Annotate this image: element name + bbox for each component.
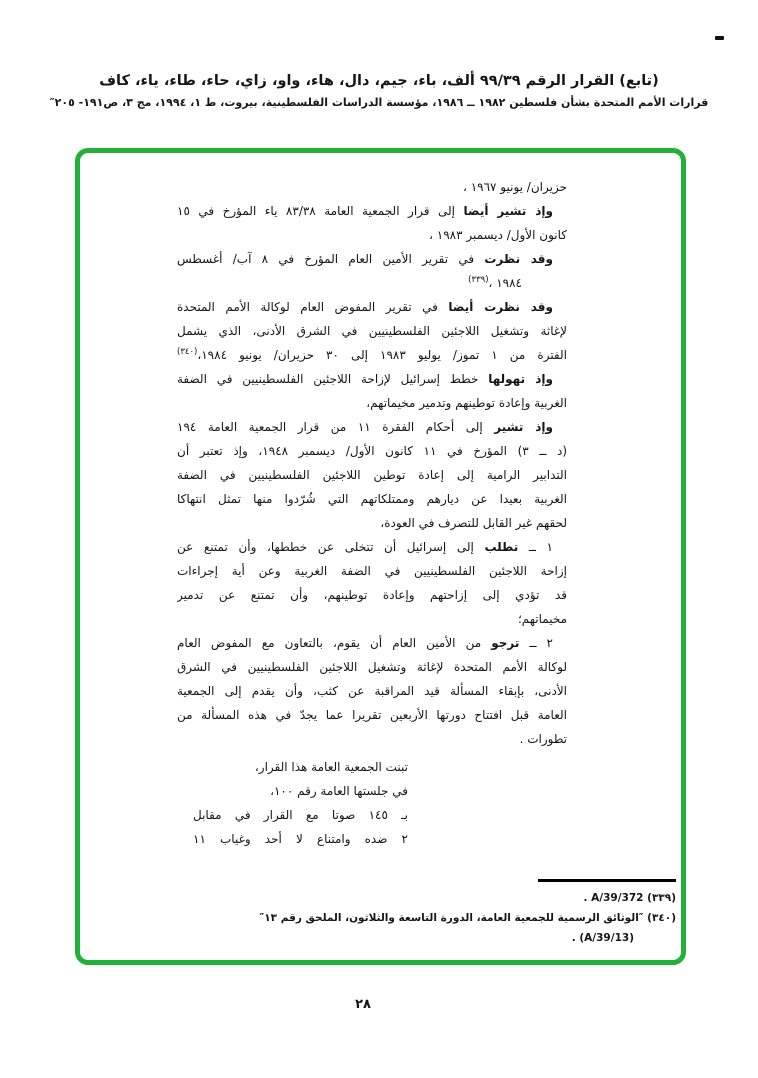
line-text: لإغاثة وتشغيل اللاجئين الفلسطينيين في الشرق الأدنى، الذي يشمل [177,324,567,338]
text-line [177,223,567,247]
resolution-body [177,175,567,751]
line-text: كانون الأول/ ديسمبر ١٩٨٣ ، [429,228,567,242]
text-line [177,343,567,367]
footnote-ref: (٣٣٩) [468,275,489,285]
line-text: الغربية بعيدا عن ديارهم وممتلكاتهم التي شُرّدوا منها تمثل انتهاكا [177,492,567,506]
line-bold-lead: وقد نظرت أيضا [448,300,553,314]
vote-line [193,827,408,851]
line-bold-lead: وقد نظرت [484,252,553,266]
line-text: تطورات . [519,732,567,746]
text-line [177,655,567,679]
line-text: (د ــ ٣) المؤرخ في ١١ كانون الأول/ ديسمبر ١٩٤٨، وإذ تعتبر أن [177,444,567,458]
line-text: في جلستها العامة رقم ١٠٠، [270,784,408,798]
line-bold-lead: وإذ تهولها [488,372,553,386]
line-text: قد تؤدي إلى إزاحتهم وإعادة توطينهم، وأن تمتنع عن تدمير [177,588,567,602]
line-text: في تقرير المفوض العام لوكالة الأمم المتحدة [177,300,449,314]
text-line [177,271,522,295]
line-bold-lead: تطلب [484,540,519,554]
line-text: إلى إسرائيل أن تتخلى عن خططها، وأن تمتنع عن [177,540,485,554]
line-text: الفترة من ١ تموز/ يوليو ١٩٨٣ إلى ٣٠ حزيران/ يونيو ١٩٨٤، [197,348,567,362]
line-text: إلى قرار الجمعية العامة ٨٣/٣٨ ياء المؤرخ في ١٥ [177,204,464,218]
line-bold-lead: ترجو [491,636,520,650]
footnote-separator [538,879,676,882]
line-prefix: ٢ ــ [519,636,553,650]
text-line [177,583,567,607]
line-text: بـ ١٤٥ صوتا مع القرار في مقابل [193,808,408,822]
line-text: ٢ ضده وامتناع لا أحد وغياب ١١ [193,832,408,846]
source-citation: قرارات الأمم المتحدة بشأن فلسطين ١٩٨٢ ــ ١٩٨٦، مؤسسة الدراسات الفلسطينية، بيروت، ط ١، ١٩٩٤، مج ٣، ص١٩١- ٢٠٥″ [49,96,709,109]
line-text: في تقرير الأمين العام المؤرخ في ٨ آب/ أغسطس [177,252,485,266]
line-text: لحقهم غير القابل للتصرف في العودة، [380,516,567,530]
line-text: إلى أحكام الفقرة ١١ من قرار الجمعية العامة ١٩٤ [177,420,495,434]
text-line [177,631,567,655]
text-line [177,391,567,415]
footnote-340-line2: (A/39/13) . [571,932,634,944]
text-line [177,367,567,391]
page-number: ٢٨ [355,997,371,1012]
line-text: ١٩٨٤ ، [488,276,522,290]
text-line [177,487,567,511]
text-line [177,463,567,487]
line-text: الأدنى، بإبقاء المسألة قيد المراقبة عن كثب، وأن يقدم إلى الجمعية [177,684,567,698]
vote-line [193,779,408,803]
text-line [177,535,567,559]
resolution-text-column [177,175,567,851]
vote-line [193,755,408,779]
text-line [177,679,567,703]
line-text: الغربية وإعادة توطينهم وتدمير مخيماتهم، [366,396,567,410]
footnote-ref: (٣٤٠) [177,347,198,357]
text-line [177,511,567,535]
footnotes-section [156,879,676,948]
resolution-title: (تابع) القرار الرقم ٩٩/٣٩ ألف، باء، جيم، دال، هاء، واو، زاي، حاء، طاء، ياء، كاف [99,73,659,89]
line-text: من الأمين العام أن يقوم، بالتعاون مع المفوض العام [177,636,492,650]
text-line [177,559,567,583]
text-line [177,295,567,319]
line-bold-lead: وإذ تشير أيضا [463,204,553,218]
line-bold-lead: وإذ تشير [494,420,553,434]
page-header [0,70,758,112]
text-line [177,439,567,463]
vote-record-block [193,755,408,851]
line-prefix: ١ ــ [518,540,553,554]
text-line [177,319,567,343]
text-line [177,415,567,439]
footnote-340-line1: (٣٤٠) ″الوثائق الرسمية للجمعية العامة، الدورة التاسعة والثلاثون، الملحق رقم ١٣″ [259,912,676,924]
footnote-339: (٣٣٩) A/39/372 . [583,892,676,904]
line-text: مخيماتهم؛ [517,612,567,626]
document-frame [75,148,686,965]
line-text: العامة قبل افتتاح دورتها الأربعين تقريرا عما يجدّ في هذه المسألة من [177,708,567,722]
corner-dash-mark [715,36,724,40]
text-line [177,199,567,223]
text-line [177,607,567,631]
line-text: إزاحة اللاجئين الفلسطينيين في الضفة الغربية وعن أية إجراءات [177,564,567,578]
line-text: لوكالة الأمم المتحدة لإغاثة وتشغيل اللاجئين الفلسطينيين في الشرق [177,660,567,674]
text-line [177,703,567,727]
vote-line [193,803,408,827]
line-text: خطط إسرائيل لإزاحة اللاجئين الفلسطينيين في الضفة [177,372,489,386]
text-line [177,175,567,199]
line-text: تبنت الجمعية العامة هذا القرار، [254,760,408,774]
line-text: التدابير الرامية إلى إعادة توطين اللاجئين الفلسطينيين في الضفة [177,468,567,482]
text-line [177,727,567,751]
text-line [177,247,567,271]
line-text: حزيران/ يونيو ١٩٦٧ ، [463,180,567,194]
